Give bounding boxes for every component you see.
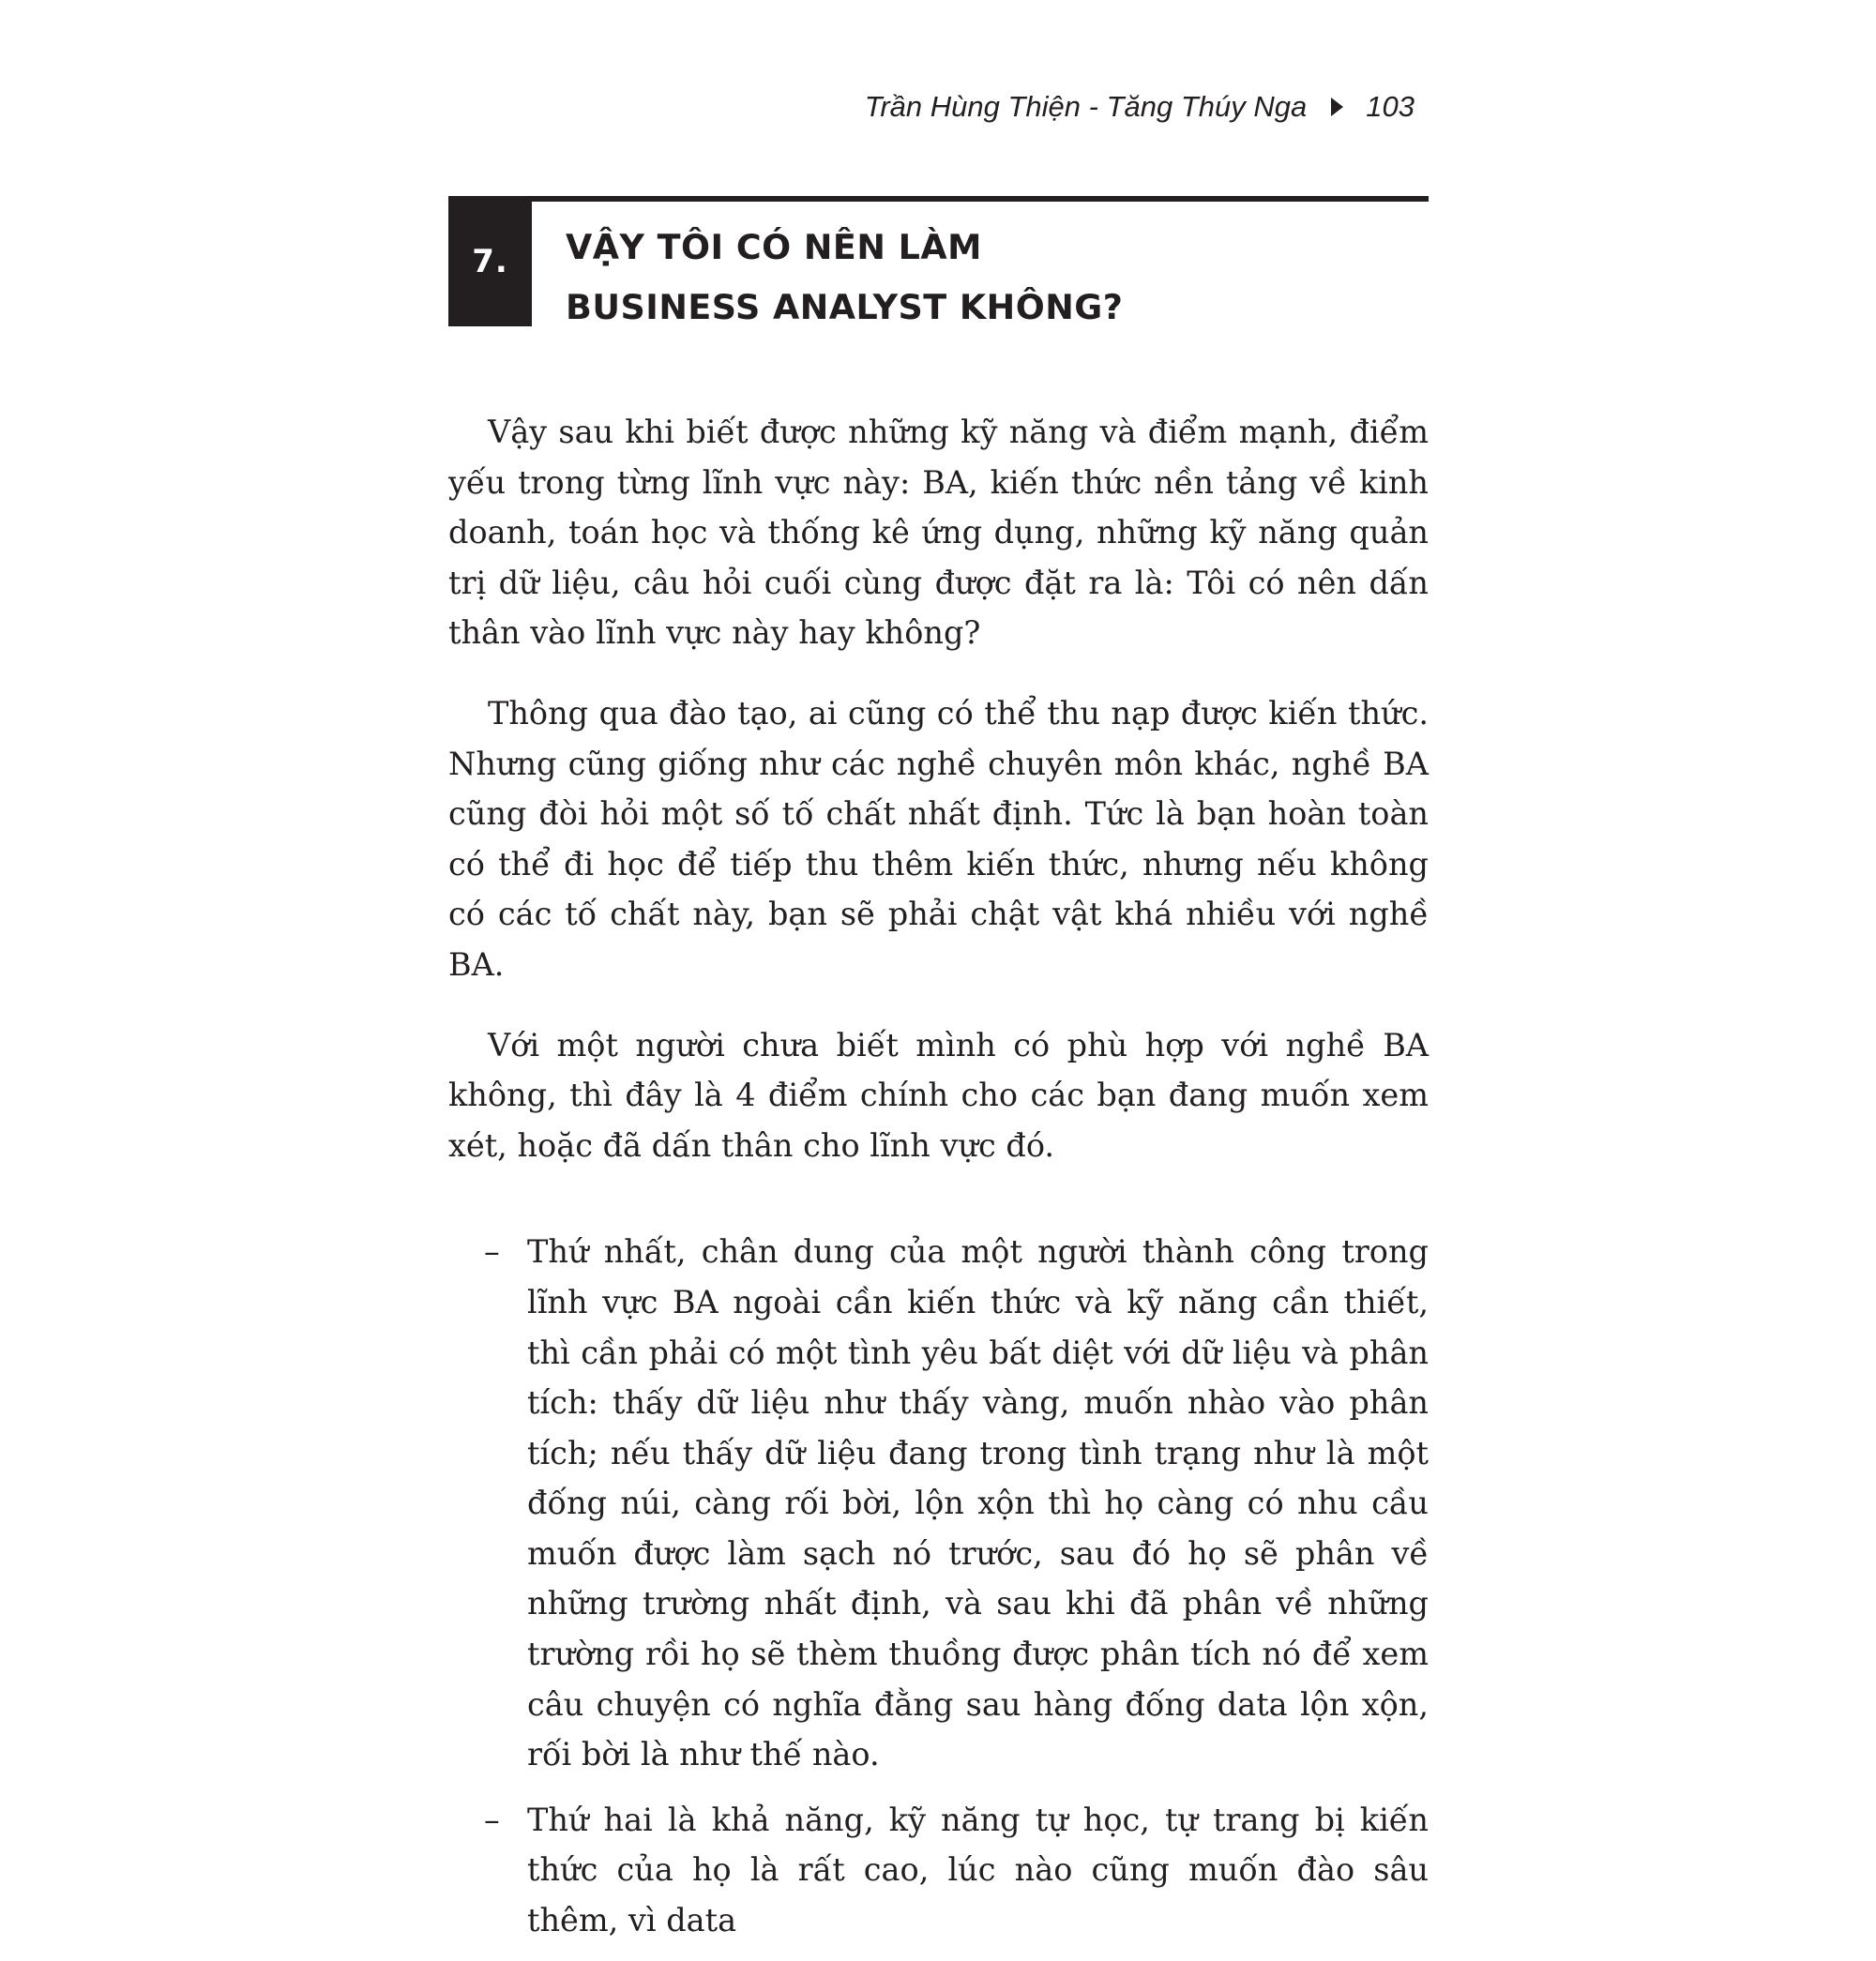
- chapter-title-line-2: BUSINESS ANALYST KHÔNG?: [566, 287, 1124, 327]
- list-item-text: Thứ nhất, chân dung của một người thành công trong lĩnh vực BA ngoài cần kiến thức và kỹ năng cần thiết, thì cần phải có một tình yêu bất diệt với dữ liệu và phân tích: thấy dữ liệu như thấy vàng, muốn nhào vào phân tích; nếu thấy dữ liệu đang trong tình trạng như là một đống núi, càng rối bời, lộn xộn thì họ càng có nhu cầu muốn được làm sạch nó trước, sau đó họ sẽ phân về những trường nhất định, và sau khi đã phân về những trường rồi họ sẽ thèm thuồng được phân tích nó để xem câu chuyện có nghĩa đằng sau hàng đống data lộn xộn, rối bời là như thế nào.: [527, 1233, 1429, 1773]
- list-item: [448, 1795, 1429, 1946]
- running-header: [865, 90, 1415, 124]
- chapter-title-line-1: VẬY TÔI CÓ NÊN LÀM: [566, 227, 982, 267]
- list-item: [448, 1227, 1429, 1780]
- body-text: [448, 407, 1429, 1961]
- bullet-list: [448, 1227, 1429, 1945]
- paragraph: Với một người chưa biết mình có phù hợp với nghề BA không, thì đây là 4 điểm chính cho các bạn đang muốn xem xét, hoặc đã dấn thân cho lĩnh vực đó.: [448, 1026, 1429, 1164]
- bullet-dash: –: [484, 1233, 500, 1271]
- page-number: 103: [1366, 90, 1415, 123]
- list-item-text: Thứ hai là khả năng, kỹ năng tự học, tự trang bị kiến thức của họ là rất cao, lúc nào cũng muốn đào sâu thêm, vì data: [527, 1801, 1429, 1939]
- triangle-right-icon: [1331, 98, 1343, 116]
- paragraph: Vậy sau khi biết được những kỹ năng và điểm mạnh, điểm yếu trong từng lĩnh vực này: BA, kiến thức nền tảng về kinh doanh, toán học và thống kê ứng dụng, những kỹ năng quản trị dữ liệu, câu hỏi cuối cùng được đặt ra là: Tôi có nên dấn thân vào lĩnh vực này hay không?: [448, 414, 1429, 652]
- chapter-title: [566, 218, 1123, 338]
- chapter-number: 7.: [472, 242, 508, 280]
- header-authors: Trần Hùng Thiện - Tăng Thúy Nga: [864, 90, 1308, 123]
- paragraph: Thông qua đào tạo, ai cũng có thể thu nạp được kiến thức. Nhưng cũng giống như các nghề chuyên môn khác, nghề BA cũng đòi hỏi một số tố chất nhất định. Tức là bạn hoàn toàn có thể đi học để tiếp thu thêm kiến thức, nhưng nếu không có các tố chất này, bạn sẽ phải chật vật khá nhiều với nghề BA.: [448, 694, 1429, 983]
- chapter-top-rule: [448, 196, 1429, 202]
- bullet-dash: –: [484, 1801, 500, 1838]
- chapter-number-box: [448, 196, 532, 326]
